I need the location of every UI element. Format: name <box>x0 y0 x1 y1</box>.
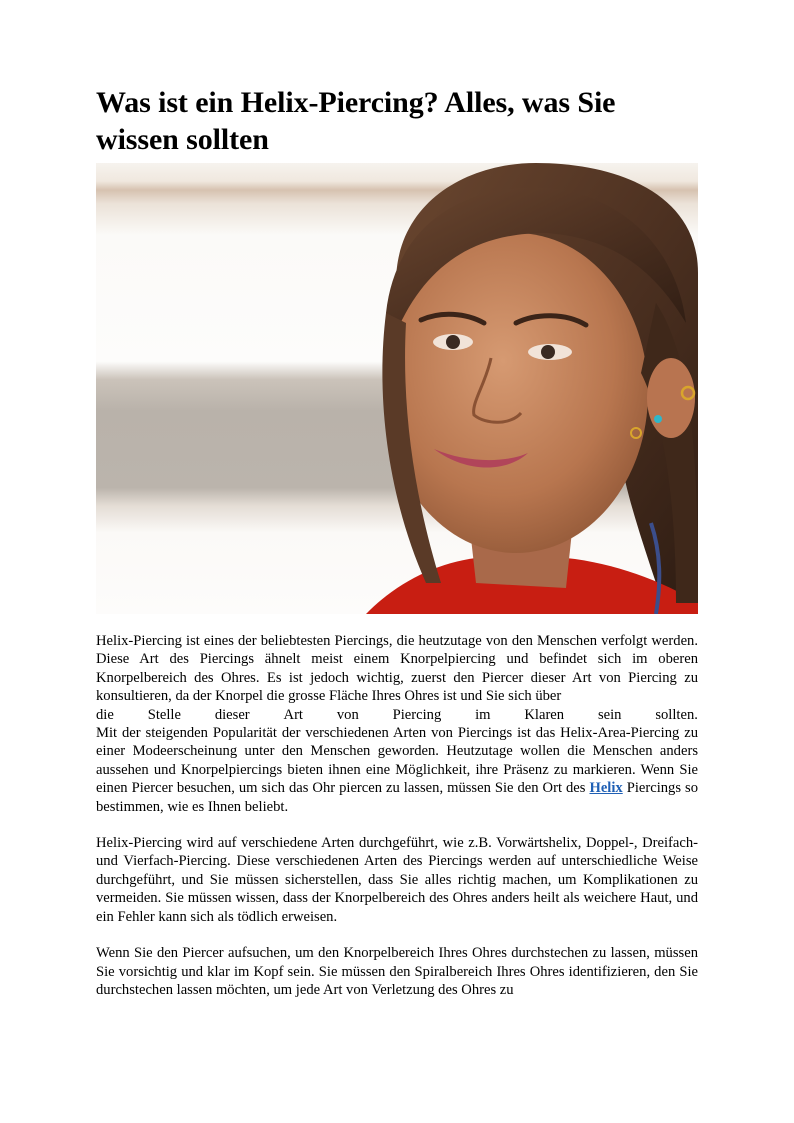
word: sollten. <box>655 706 698 723</box>
word: Piercing <box>392 706 442 723</box>
article-photo <box>96 163 698 614</box>
word: Klaren <box>524 706 565 723</box>
word: dieser <box>214 706 250 723</box>
paragraph-1-part-1: Helix-Piercing ist eines der beliebtesten Piercings, die heutzutage von den Menschen verfolgt werden. Diese Art des Piercings ähnelt meist einem Knorpelpiercing und befindet sich im oberen Knorpelbereich des Ohres. Es ist jedoch wichtig, zuerst den Piercer dieser Art von Piercing zu konsultieren, da der Knorpel die grosse Fläche Ihres Ohres ist und Sie sich über <box>96 633 698 705</box>
helix-link[interactable]: Helix <box>589 780 623 797</box>
article-title: Was ist ein Helix-Piercing? Alles, was Sie wissen sollten <box>96 86 616 156</box>
word: im <box>475 706 491 723</box>
portrait-illustration <box>96 163 698 614</box>
paragraph-1 <box>96 632 698 816</box>
word: von <box>336 706 359 723</box>
paragraph-2: Helix-Piercing wird auf verschiedene Arten durchgeführt, wie z.B. Vorwärtshelix, Doppel-, Dreifach- und Vierfach-Piercing. Diese verschiedenen Arten des Piercings werden auf unterschiedliche Weise durchgeführt, und Sie müssen sicherstellen, dass Sie alles richtig machen, um Komplikationen zu vermeiden. Sie müssen wissen, dass der Knorpelbereich des Ohres anders heilt als weichere Haut, und ein Fehler kann sich als tödlich erweisen. <box>96 835 698 925</box>
paragraph-3: Wenn Sie den Piercer aufsuchen, um den Knorpelbereich Ihres Ohres durchstechen zu lassen, müssen Sie vorsichtig und klar im Kopf sein. Sie müssen den Spiralbereich Ihres Ohres identifizieren, den Sie durchstechen lassen möchten, um jede Art von Verletzung des Ohres zu <box>96 945 698 998</box>
paragraph-1-part-2: Mit der steigenden Popularität der verschiedenen Arten von Piercings ist das Helix-Area-Piercing zu einer Modeerscheinung unter den Menschen geworden. Heutzutage wollen die Menschen anders aussehen und Knorpelpiercings bieten ihnen eine Möglichkeit, ihre Präsenz zu markieren. Wenn Sie einen Piercer besuchen, um sich das Ohr piercen zu lassen, müssen Sie den Ort des <box>96 725 698 797</box>
word: Art <box>283 706 303 723</box>
word: die <box>96 706 114 723</box>
article-body <box>96 632 698 999</box>
paragraph-1-part-3: Piercings so bestimmen, wie es Ihnen beliebt. <box>96 780 698 815</box>
document-page <box>96 84 698 1017</box>
justified-line <box>96 706 698 724</box>
word: sein <box>597 706 622 723</box>
word: Stelle <box>147 706 181 723</box>
